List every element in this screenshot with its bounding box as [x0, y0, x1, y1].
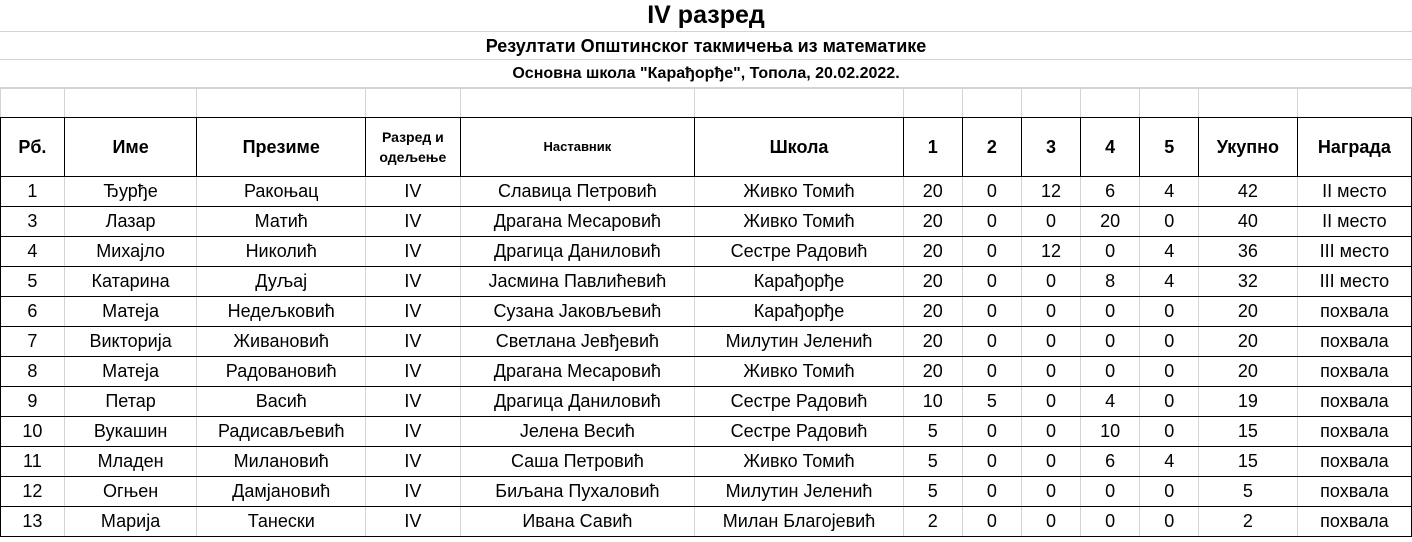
table-row	[1, 507, 1412, 537]
cell-skola[interactable]: Сестре Радовић	[695, 387, 904, 417]
cell-razred[interactable]: IV	[366, 507, 461, 537]
header-ukupno[interactable]: Укупно	[1199, 118, 1298, 177]
cell-task-4[interactable]: 0	[1080, 357, 1140, 387]
cell-rb[interactable]: 12	[1, 477, 65, 507]
cell-skola[interactable]: Сестре Радовић	[695, 237, 904, 267]
header-skola[interactable]: Школа	[695, 118, 904, 177]
cell-task-2[interactable]: 0	[962, 447, 1022, 477]
cell-task-3[interactable]: 0	[1022, 267, 1081, 297]
cell-nastavnik[interactable]: Саша Петровић	[460, 447, 694, 477]
cell-ime[interactable]: Вукашин	[64, 417, 197, 447]
cell-skola[interactable]: Живко Томић	[695, 207, 904, 237]
cell-task-5[interactable]: 0	[1140, 327, 1199, 357]
cell-prezime[interactable]: Радисављевић	[197, 417, 366, 447]
cell-razred[interactable]: IV	[366, 267, 461, 297]
cell-rb[interactable]: 7	[1, 327, 65, 357]
cell-skola[interactable]: Карађорђе	[695, 267, 904, 297]
cell-skola[interactable]: Живко Томић	[695, 447, 904, 477]
cell-nagrada[interactable]: III место	[1297, 267, 1411, 297]
cell-prezime[interactable]: Живановић	[197, 327, 366, 357]
header-task-1[interactable]: 1	[903, 118, 962, 177]
cell-razred[interactable]: IV	[366, 207, 461, 237]
header-task-3[interactable]: 3	[1022, 118, 1081, 177]
cell-razred[interactable]: IV	[366, 417, 461, 447]
cell-nastavnik[interactable]: Биљана Пухаловић	[460, 477, 694, 507]
cell-nagrada[interactable]: II место	[1297, 207, 1411, 237]
header-nagrada[interactable]: Награда	[1297, 118, 1411, 177]
table-row	[1, 417, 1412, 447]
cell-nagrada[interactable]: похвала	[1297, 477, 1411, 507]
cell-task-3[interactable]: 0	[1022, 297, 1081, 327]
cell-task-5[interactable]: 0	[1140, 507, 1199, 537]
cell-task-4[interactable]: 0	[1080, 327, 1140, 357]
table-row	[1, 207, 1412, 237]
cell-nagrada[interactable]: похвала	[1297, 297, 1411, 327]
cell-ukupno[interactable]: 19	[1199, 387, 1298, 417]
cell-task-1[interactable]: 20	[903, 177, 962, 207]
cell-task-3[interactable]: 0	[1022, 507, 1081, 537]
cell-task-1[interactable]: 20	[903, 267, 962, 297]
cell-rb[interactable]: 8	[1, 357, 65, 387]
cell-ime[interactable]: Ђурђе	[64, 177, 197, 207]
cell-task-2[interactable]: 0	[962, 477, 1022, 507]
cell-ukupno[interactable]: 42	[1199, 177, 1298, 207]
cell-task-5[interactable]: 0	[1140, 207, 1199, 237]
cell-task-1[interactable]: 2	[903, 507, 962, 537]
cell-razred[interactable]: IV	[366, 477, 461, 507]
table-row	[1, 447, 1412, 477]
cell-task-2[interactable]: 0	[962, 417, 1022, 447]
cell-task-1[interactable]: 20	[903, 237, 962, 267]
cell-nastavnik[interactable]: Ивана Савић	[460, 507, 694, 537]
cell-ime[interactable]: Викторија	[64, 327, 197, 357]
cell-skola[interactable]: Живко Томић	[695, 357, 904, 387]
cell-task-1[interactable]: 20	[903, 357, 962, 387]
header-task-4[interactable]: 4	[1080, 118, 1140, 177]
cell-nagrada[interactable]: похвала	[1297, 387, 1411, 417]
cell-ime[interactable]: Катарина	[64, 267, 197, 297]
cell-nastavnik[interactable]: Јелена Весић	[460, 417, 694, 447]
cell-rb[interactable]: 5	[1, 267, 65, 297]
cell-ime[interactable]: Петар	[64, 387, 197, 417]
cell-task-3[interactable]: 0	[1022, 447, 1081, 477]
header-task-2[interactable]: 2	[962, 118, 1022, 177]
cell-task-1[interactable]: 20	[903, 327, 962, 357]
cell-razred[interactable]: IV	[366, 357, 461, 387]
cell-ime[interactable]: Матеја	[64, 357, 197, 387]
cell-rb[interactable]: 9	[1, 387, 65, 417]
table-row	[1, 387, 1412, 417]
cell-task-4[interactable]: 20	[1080, 207, 1140, 237]
cell-task-2[interactable]: 0	[962, 207, 1022, 237]
cell-prezime[interactable]: Радовановић	[197, 357, 366, 387]
header-razred[interactable]	[366, 118, 461, 177]
cell-ukupno[interactable]: 20	[1199, 297, 1298, 327]
table-row	[1, 357, 1412, 387]
cell-ukupno[interactable]: 15	[1199, 417, 1298, 447]
header-rb[interactable]: Рб.	[1, 118, 65, 177]
cell-skola[interactable]: Живко Томић	[695, 177, 904, 207]
cell-skola[interactable]: Милан Благојевић	[695, 507, 904, 537]
cell-nastavnik[interactable]: Светлана Јевђевић	[460, 327, 694, 357]
school-info: Основна школа "Карађорђе", Топола, 20.02.2022.	[512, 65, 900, 82]
results-table	[0, 88, 1412, 537]
cell-prezime[interactable]: Милановић	[197, 447, 366, 477]
cell-prezime[interactable]: Матић	[197, 207, 366, 237]
cell-nastavnik[interactable]: Сузана Јаковљевић	[460, 297, 694, 327]
cell-skola[interactable]: Сестре Радовић	[695, 417, 904, 447]
blank-row	[1, 89, 1412, 118]
cell-task-5[interactable]: 0	[1140, 297, 1199, 327]
cell-nagrada[interactable]: III место	[1297, 237, 1411, 267]
cell-skola[interactable]: Милутин Јеленић	[695, 327, 904, 357]
cell-razred[interactable]: IV	[366, 387, 461, 417]
cell-task-1[interactable]: 20	[903, 207, 962, 237]
cell-task-5[interactable]: 0	[1140, 387, 1199, 417]
cell-task-3[interactable]: 0	[1022, 477, 1081, 507]
cell-ime[interactable]: Лазар	[64, 207, 197, 237]
cell-task-5[interactable]: 0	[1140, 477, 1199, 507]
cell-task-4[interactable]: 0	[1080, 297, 1140, 327]
cell-nastavnik[interactable]: Јасмина Павлићевић	[460, 267, 694, 297]
header-nastavnik[interactable]: Наставник	[460, 118, 694, 177]
cell-task-1[interactable]: 10	[903, 387, 962, 417]
cell-prezime[interactable]: Недељковић	[197, 297, 366, 327]
cell-ukupno[interactable]: 32	[1199, 267, 1298, 297]
cell-task-3[interactable]: 0	[1022, 387, 1081, 417]
cell-task-2[interactable]: 0	[962, 507, 1022, 537]
header-task-5[interactable]: 5	[1140, 118, 1199, 177]
header-row	[1, 118, 1412, 177]
cell-rb[interactable]: 4	[1, 237, 65, 267]
cell-task-2[interactable]: 0	[962, 327, 1022, 357]
cell-task-3[interactable]: 12	[1022, 237, 1081, 267]
cell-nastavnik[interactable]: Драгана Месаровић	[460, 207, 694, 237]
header-ime[interactable]: Име	[64, 118, 197, 177]
cell-task-2[interactable]: 0	[962, 357, 1022, 387]
cell-skola[interactable]: Милутин Јеленић	[695, 477, 904, 507]
cell-task-1[interactable]: 20	[903, 297, 962, 327]
cell-prezime[interactable]: Дуљај	[197, 267, 366, 297]
cell-nastavnik[interactable]: Драгица Даниловић	[460, 237, 694, 267]
cell-task-2[interactable]: 0	[962, 237, 1022, 267]
cell-ime[interactable]: Михајло	[64, 237, 197, 267]
cell-ukupno[interactable]: 20	[1199, 357, 1298, 387]
table-row	[1, 237, 1412, 267]
cell-task-3[interactable]: 0	[1022, 207, 1081, 237]
cell-nastavnik[interactable]: Драгица Даниловић	[460, 387, 694, 417]
cell-prezime[interactable]: Ракоњац	[197, 177, 366, 207]
cell-task-4[interactable]: 0	[1080, 507, 1140, 537]
header-razred-line1: Разред и	[381, 129, 444, 145]
cell-skola[interactable]: Карађорђе	[695, 297, 904, 327]
cell-rb[interactable]: 1	[1, 177, 65, 207]
cell-task-2[interactable]: 0	[962, 267, 1022, 297]
cell-razred[interactable]: IV	[366, 237, 461, 267]
cell-razred[interactable]: IV	[366, 447, 461, 477]
header-razred-line2: одељење	[379, 149, 447, 165]
table-row	[1, 327, 1412, 357]
table-row	[1, 177, 1412, 207]
cell-razred[interactable]: IV	[366, 177, 461, 207]
cell-task-1[interactable]: 5	[903, 477, 962, 507]
results-body	[1, 177, 1412, 537]
cell-ukupno[interactable]: 15	[1199, 447, 1298, 477]
page-title: IV разред	[647, 1, 765, 29]
cell-nastavnik[interactable]: Драгана Месаровић	[460, 357, 694, 387]
cell-nagrada[interactable]: похвала	[1297, 447, 1411, 477]
cell-ukupno[interactable]: 20	[1199, 327, 1298, 357]
cell-task-5[interactable]: 4	[1140, 177, 1199, 207]
cell-rb[interactable]: 13	[1, 507, 65, 537]
cell-task-5[interactable]: 0	[1140, 417, 1199, 447]
cell-ime[interactable]: Матеја	[64, 297, 197, 327]
cell-task-4[interactable]: 4	[1080, 387, 1140, 417]
cell-rb[interactable]: 11	[1, 447, 65, 477]
cell-nagrada[interactable]: II место	[1297, 177, 1411, 207]
cell-task-5[interactable]: 0	[1140, 357, 1199, 387]
cell-task-2[interactable]: 0	[962, 177, 1022, 207]
cell-prezime[interactable]: Васић	[197, 387, 366, 417]
cell-task-4[interactable]: 0	[1080, 477, 1140, 507]
cell-task-2[interactable]: 5	[962, 387, 1022, 417]
cell-task-5[interactable]: 4	[1140, 267, 1199, 297]
cell-task-3[interactable]: 0	[1022, 417, 1081, 447]
cell-prezime[interactable]: Дамјановић	[197, 477, 366, 507]
cell-ukupno[interactable]: 36	[1199, 237, 1298, 267]
cell-rb[interactable]: 6	[1, 297, 65, 327]
cell-task-3[interactable]: 0	[1022, 327, 1081, 357]
table-row	[1, 297, 1412, 327]
header-prezime[interactable]: Презиме	[197, 118, 366, 177]
cell-task-4[interactable]: 10	[1080, 417, 1140, 447]
cell-nagrada[interactable]: похвала	[1297, 327, 1411, 357]
cell-task-1[interactable]: 5	[903, 447, 962, 477]
table-row	[1, 477, 1412, 507]
cell-task-4[interactable]: 6	[1080, 177, 1140, 207]
cell-task-1[interactable]: 5	[903, 417, 962, 447]
cell-ukupno[interactable]: 2	[1199, 507, 1298, 537]
table-row	[1, 267, 1412, 297]
cell-razred[interactable]: IV	[366, 327, 461, 357]
cell-razred[interactable]: IV	[366, 297, 461, 327]
cell-task-2[interactable]: 0	[962, 297, 1022, 327]
cell-prezime[interactable]: Танески	[197, 507, 366, 537]
cell-ime[interactable]: Огњен	[64, 477, 197, 507]
cell-task-3[interactable]: 12	[1022, 177, 1081, 207]
cell-ime[interactable]: Марија	[64, 507, 197, 537]
cell-rb[interactable]: 10	[1, 417, 65, 447]
cell-task-4[interactable]: 8	[1080, 267, 1140, 297]
cell-ukupno[interactable]: 40	[1199, 207, 1298, 237]
subtitle: Резултати Општинског такмичења из математике	[485, 36, 927, 56]
cell-task-5[interactable]: 4	[1140, 237, 1199, 267]
cell-nastavnik[interactable]: Славица Петровић	[460, 177, 694, 207]
cell-ime[interactable]: Младен	[64, 447, 197, 477]
cell-rb[interactable]: 3	[1, 207, 65, 237]
cell-task-5[interactable]: 4	[1140, 447, 1199, 477]
cell-task-3[interactable]: 0	[1022, 357, 1081, 387]
cell-ukupno[interactable]: 5	[1199, 477, 1298, 507]
cell-nagrada[interactable]: похвала	[1297, 507, 1411, 537]
cell-prezime[interactable]: Николић	[197, 237, 366, 267]
cell-task-4[interactable]: 0	[1080, 237, 1140, 267]
cell-nagrada[interactable]: похвала	[1297, 417, 1411, 447]
cell-nagrada[interactable]: похвала	[1297, 357, 1411, 387]
cell-task-4[interactable]: 6	[1080, 447, 1140, 477]
